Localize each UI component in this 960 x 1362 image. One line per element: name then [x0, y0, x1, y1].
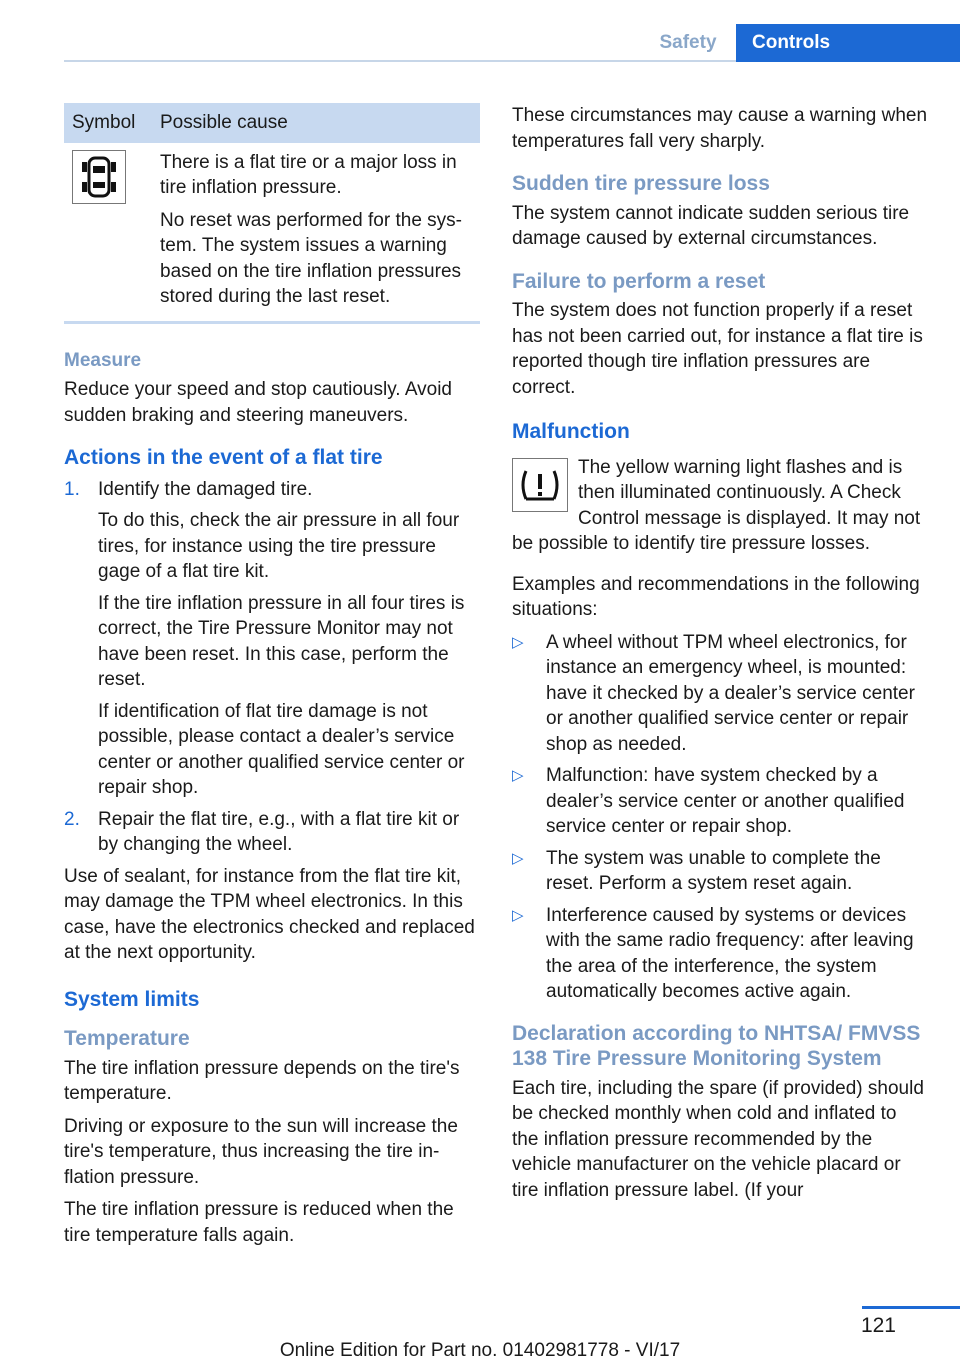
recommendations-list	[512, 630, 928, 1005]
step-text: If the tire inflation pressure in all four tires is correct, the Tire Pressure Monitor may not have been reset. In this case, perform the reset.	[98, 592, 465, 690]
symbol-table	[64, 103, 480, 317]
left-column	[64, 103, 480, 1255]
page-number: 121	[860, 1314, 896, 1337]
cause-text-1: There is a flat tire or a major loss in tire inflation pressure.	[160, 151, 457, 198]
list-item	[512, 630, 928, 758]
bullet-text: The system was unable to complete the reset. Perform a system reset again.	[546, 847, 881, 894]
col-symbol-header: Symbol	[64, 103, 152, 143]
steps-list	[64, 477, 480, 858]
declaration-text: Each tire, including the spare (if provided) should be checked monthly when cold and inflated to the inflation pressure recommended by the vehicle manufacturer on the vehicle placard or tire inflation pressure label. (If your	[512, 1077, 924, 1201]
temperature-heading: Temperature	[64, 1027, 190, 1050]
failure-reset-heading: Failure to perform a reset	[512, 269, 766, 293]
measure-text: Reduce your speed and stop cautiously. Avoid sudden braking and steering maneuvers.	[64, 379, 452, 426]
malfunction-heading: Malfunction	[512, 420, 630, 443]
col-cause-header: Possible cause	[152, 103, 480, 143]
failure-reset-text: The system does not function properly if a reset has not been carried out, for instance a flat tire is reported though tire inflation pressures are correct.	[512, 300, 923, 398]
table-row	[64, 143, 480, 317]
bullet-text: A wheel without TPM wheel electronics, for instance an emergency wheel, is mounted: have it checked by a dealer’s service center or another qualified service center or repair shop as needed.	[546, 631, 915, 755]
step-text: To do this, check the air pressure in all four tires, for instance using the tire pressure gage of a flat tire kit.	[98, 510, 460, 582]
list-item	[64, 807, 480, 858]
step-number: 1.	[64, 478, 80, 500]
list-item	[512, 846, 928, 897]
edition-footer: Online Edition for Part no. 01402981778 - VI/17	[279, 1340, 681, 1361]
step-text: Identify the damaged tire.	[98, 478, 313, 500]
flat-tire-car-icon	[72, 150, 126, 204]
triangle-bullet-icon: ▷	[512, 633, 524, 651]
list-item	[512, 903, 928, 1005]
limits-heading: System limits	[64, 987, 200, 1011]
list-item	[64, 477, 480, 801]
bullet-text: Interference caused by systems or devices with the same radio frequency: after leaving the area of the interference, the system automatically becomes active again.	[546, 904, 914, 1002]
right-column	[512, 103, 928, 1210]
tab-controls[interactable]: Controls	[736, 24, 960, 62]
temp-text-3: The tire inflation pressure is reduced when the tire temperature falls again.	[64, 1199, 454, 1246]
temp-text-1: The tire inflation pressure depends on the tire's temperature.	[64, 1057, 460, 1104]
tab-safety[interactable]: Safety	[659, 32, 717, 53]
measure-heading: Measure	[64, 349, 142, 371]
bullet-text: Malfunction: have system checked by a dealer’s service center or another qualified service center or repair shop.	[546, 765, 905, 837]
sudden-loss-text: The system cannot indicate sudden serious tire damage caused by external circumstances.	[512, 202, 910, 249]
step-text: Repair the flat tire, e.g., with a flat tire kit or by changing the wheel.	[98, 808, 460, 855]
circumstances-text: These circumstances may cause a warning when temperatures fall very sharply.	[512, 105, 928, 152]
list-item	[512, 763, 928, 840]
malfunction-text: The yellow warning light flashes and is then illuminated continuously. A Check Control message is displayed. It may not be possible to identify tire pressure losses.	[512, 456, 921, 554]
tire-warning-icon	[512, 458, 568, 512]
footer-rule	[862, 1306, 960, 1309]
sudden-loss-heading: Sudden tire pressure loss	[512, 172, 770, 195]
sealant-text: Use of sealant, for instance from the flat tire kit, may damage the TPM wheel electronics. In this case, have the electronics checked and replaced at the next opportunity.	[64, 865, 475, 963]
triangle-bullet-icon: ▷	[512, 767, 524, 784]
step-number: 2.	[64, 808, 80, 830]
malfunction-block	[512, 455, 928, 564]
declaration-heading: Declaration according to NHTSA/ FMVSS 138 Tire Pressure Monitoring System	[512, 1021, 921, 1070]
examples-text: Examples and recommendations in the following situations:	[512, 573, 920, 620]
temp-text-2: Driving or exposure to the sun will increase the tire's temperature, thus increasing the tire inflation pressure.	[64, 1115, 458, 1188]
actions-heading: Actions in the event of a flat tire	[64, 446, 383, 469]
cause-text-2: No reset was performed for the system. The system issues a warning based on the tire inflation pressures stored during the last reset.	[160, 209, 462, 307]
step-text: If identification of flat tire damage is not possible, please contact a dealer’s service center or another qualified service center or repair shop.	[98, 700, 465, 798]
triangle-bullet-icon: ▷	[512, 849, 524, 867]
triangle-bullet-icon: ▷	[512, 906, 524, 924]
